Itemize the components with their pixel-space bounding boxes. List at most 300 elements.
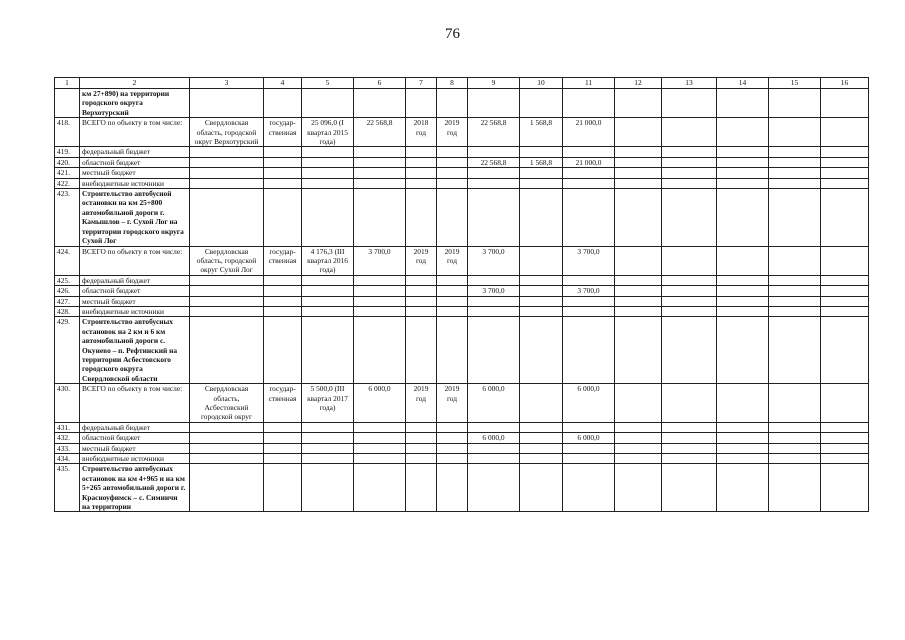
header-cell-col-7: 7 (406, 78, 437, 89)
cell-c6 (354, 286, 406, 296)
cell-row-number: 432. (55, 433, 80, 443)
cell-ownership (264, 317, 302, 384)
cell-c7 (406, 286, 437, 296)
table-row (55, 147, 869, 157)
cell-col-13 (662, 118, 717, 147)
cell-c7 (406, 464, 437, 512)
cell-col-16 (821, 157, 869, 167)
cell-c7 (406, 306, 437, 316)
cell-c7: 2018 год (406, 118, 437, 147)
cell-col-15 (769, 118, 821, 147)
cell-ownership (264, 157, 302, 167)
cell-cost (302, 443, 354, 453)
table-row (55, 286, 869, 296)
cell-c11 (563, 317, 615, 384)
cell-c9: 6 000,0 (468, 384, 520, 423)
cell-c10 (520, 189, 563, 246)
cell-col-12 (615, 286, 662, 296)
cell-col-14 (717, 275, 769, 285)
cell-c10 (520, 246, 563, 275)
cell-c7 (406, 275, 437, 285)
cell-col-12 (615, 178, 662, 188)
table-row (55, 157, 869, 167)
cell-c11: 21 000,0 (563, 157, 615, 167)
cell-c10 (520, 296, 563, 306)
cell-cost: 5 500,0 (III квартал 2017 года) (302, 384, 354, 423)
cell-description: внебюджетные источники (80, 306, 190, 316)
cell-c9: 3 700,0 (468, 246, 520, 275)
cell-c11 (563, 178, 615, 188)
cell-col-16 (821, 286, 869, 296)
cell-col-12 (615, 168, 662, 178)
cell-col-16 (821, 433, 869, 443)
cell-c6 (354, 422, 406, 432)
cell-c7 (406, 443, 437, 453)
cell-description: ВСЕГО по объекту в том числе: (80, 118, 190, 147)
cell-c11 (563, 464, 615, 512)
cell-description: областной бюджет (80, 433, 190, 443)
cell-ownership (264, 422, 302, 432)
table-row (55, 275, 869, 285)
cell-region (190, 157, 264, 167)
cell-col-14 (717, 178, 769, 188)
header-cell-col-8: 8 (437, 78, 468, 89)
cell-c7 (406, 89, 437, 118)
cell-c8 (437, 296, 468, 306)
cell-region (190, 443, 264, 453)
cell-c8 (437, 317, 468, 384)
cell-cost (302, 189, 354, 246)
cell-cost (302, 422, 354, 432)
cell-col-14 (717, 246, 769, 275)
cell-ownership: государ- ственная (264, 384, 302, 423)
cell-c6 (354, 275, 406, 285)
table-row (55, 443, 869, 453)
cell-c7 (406, 147, 437, 157)
cell-c10 (520, 317, 563, 384)
cell-ownership (264, 454, 302, 464)
cell-row-number: 423. (55, 189, 80, 246)
cell-c9 (468, 168, 520, 178)
cell-c8 (437, 306, 468, 316)
cell-col-14 (717, 433, 769, 443)
cell-c10 (520, 422, 563, 432)
cell-c9: 3 700,0 (468, 286, 520, 296)
cell-c8 (437, 189, 468, 246)
cell-ownership (264, 296, 302, 306)
cell-c9 (468, 296, 520, 306)
cell-col-13 (662, 246, 717, 275)
cell-c8 (437, 454, 468, 464)
cell-col-15 (769, 286, 821, 296)
cell-cost (302, 147, 354, 157)
cell-c9 (468, 189, 520, 246)
cell-c9 (468, 464, 520, 512)
cell-cost (302, 168, 354, 178)
cell-col-12 (615, 464, 662, 512)
cell-ownership (264, 306, 302, 316)
cell-col-14 (717, 306, 769, 316)
cell-region (190, 422, 264, 432)
cell-c8 (437, 286, 468, 296)
cell-col-14 (717, 168, 769, 178)
cell-description: областной бюджет (80, 157, 190, 167)
cell-col-12 (615, 157, 662, 167)
cell-cost (302, 454, 354, 464)
cell-c11 (563, 275, 615, 285)
cell-region (190, 317, 264, 384)
cell-row-number: 434. (55, 454, 80, 464)
cell-c10: 1 568,8 (520, 157, 563, 167)
cell-c6: 3 700,0 (354, 246, 406, 275)
cell-col-13 (662, 306, 717, 316)
cell-c6 (354, 89, 406, 118)
cell-col-16 (821, 168, 869, 178)
cell-c9 (468, 317, 520, 384)
cell-region (190, 168, 264, 178)
cell-ownership (264, 464, 302, 512)
cell-c11: 6 000,0 (563, 384, 615, 423)
cell-col-13 (662, 157, 717, 167)
cell-description: Строительство автобусных остановок на км 4+965 и на км 5+265 автомобильной дороги г. Красноуфимск – с. Симинчи на территории (80, 464, 190, 512)
cell-c8 (437, 89, 468, 118)
cell-col-14 (717, 443, 769, 453)
cell-cost (302, 157, 354, 167)
cell-c6 (354, 443, 406, 453)
cell-col-16 (821, 296, 869, 306)
cell-col-12 (615, 443, 662, 453)
cell-col-13 (662, 317, 717, 384)
cell-c6 (354, 168, 406, 178)
cell-cost (302, 89, 354, 118)
header-cell-col-12: 12 (615, 78, 662, 89)
cell-description: км 27+890) на территории городского округа Верхотурский (80, 89, 190, 118)
table-row (55, 178, 869, 188)
cell-c10 (520, 89, 563, 118)
cell-c11: 6 000,0 (563, 433, 615, 443)
cell-row-number: 427. (55, 296, 80, 306)
cell-c10 (520, 384, 563, 423)
cell-row-number: 419. (55, 147, 80, 157)
cell-c6: 6 000,0 (354, 384, 406, 423)
table-row (55, 422, 869, 432)
cell-region: Свердловская область, Асбестовский городской округ (190, 384, 264, 423)
cell-description: Строительство автобусной остановки на км 25+800 автомобильной дороги г. Камышлов – г. Сухой Лог на территории городского округа Сухой Лог (80, 189, 190, 246)
cell-c8 (437, 157, 468, 167)
cell-c10 (520, 433, 563, 443)
cell-col-15 (769, 147, 821, 157)
table-row (55, 89, 869, 118)
cell-description: ВСЕГО по объекту в том числе: (80, 384, 190, 423)
cell-col-13 (662, 422, 717, 432)
header-cell-col-4: 4 (264, 78, 302, 89)
cell-region (190, 306, 264, 316)
cell-col-12 (615, 296, 662, 306)
cell-ownership (264, 286, 302, 296)
cell-cost (302, 464, 354, 512)
table-row (55, 189, 869, 246)
cell-col-13 (662, 168, 717, 178)
cell-c6 (354, 454, 406, 464)
cell-col-14 (717, 157, 769, 167)
cell-c6 (354, 147, 406, 157)
cell-c9 (468, 454, 520, 464)
cell-c7 (406, 168, 437, 178)
cell-c7 (406, 296, 437, 306)
header-cell-col-3: 3 (190, 78, 264, 89)
cell-region (190, 189, 264, 246)
cell-cost (302, 317, 354, 384)
cell-region (190, 89, 264, 118)
table-row (55, 246, 869, 275)
cell-col-12 (615, 306, 662, 316)
cell-description: местный бюджет (80, 296, 190, 306)
cell-cost: 4 176,3 (III квартал 2016 года) (302, 246, 354, 275)
cell-ownership (264, 168, 302, 178)
cell-row-number: 426. (55, 286, 80, 296)
cell-col-15 (769, 157, 821, 167)
cell-ownership (264, 89, 302, 118)
header-cell-col-15: 15 (769, 78, 821, 89)
cell-col-15 (769, 454, 821, 464)
cell-region (190, 286, 264, 296)
cell-col-13 (662, 433, 717, 443)
cell-c11 (563, 454, 615, 464)
cell-ownership (264, 433, 302, 443)
cell-row-number: 425. (55, 275, 80, 285)
cell-c7 (406, 454, 437, 464)
cell-c8 (437, 422, 468, 432)
header-cell-col-9: 9 (468, 78, 520, 89)
cell-cost (302, 306, 354, 316)
cell-description: ВСЕГО по объекту в том числе: (80, 246, 190, 275)
header-cell-col-2: 2 (80, 78, 190, 89)
cell-col-16 (821, 189, 869, 246)
header-cell-col-14: 14 (717, 78, 769, 89)
cell-col-14 (717, 464, 769, 512)
cell-c7 (406, 189, 437, 246)
cell-region (190, 464, 264, 512)
investment-table-sheet (54, 77, 868, 512)
cell-row-number: 429. (55, 317, 80, 384)
cell-c6 (354, 178, 406, 188)
table-row (55, 317, 869, 384)
cell-c11: 21 000,0 (563, 118, 615, 147)
cell-c9: 6 000,0 (468, 433, 520, 443)
cell-col-13 (662, 443, 717, 453)
cell-col-16 (821, 306, 869, 316)
cell-c6 (354, 317, 406, 384)
cell-c8 (437, 147, 468, 157)
cell-row-number: 420. (55, 157, 80, 167)
cell-c9 (468, 178, 520, 188)
cell-c11 (563, 422, 615, 432)
cell-c11 (563, 296, 615, 306)
cell-c8: 2019 год (437, 118, 468, 147)
cell-region (190, 296, 264, 306)
cell-c11 (563, 147, 615, 157)
page-number: 76 (445, 26, 460, 42)
cell-c6 (354, 464, 406, 512)
cell-col-15 (769, 422, 821, 432)
cell-c7 (406, 433, 437, 443)
cell-c10 (520, 147, 563, 157)
header-cell-col-11: 11 (563, 78, 615, 89)
header-cell-col-5: 5 (302, 78, 354, 89)
cell-col-15 (769, 89, 821, 118)
cell-c8: 2019 год (437, 246, 468, 275)
cell-col-14 (717, 118, 769, 147)
table-row (55, 306, 869, 316)
cell-row-number: 424. (55, 246, 80, 275)
cell-col-16 (821, 422, 869, 432)
cell-ownership: государ- ственная (264, 246, 302, 275)
cell-col-15 (769, 306, 821, 316)
header-cell-col-16: 16 (821, 78, 869, 89)
cell-col-15 (769, 433, 821, 443)
cell-c11 (563, 168, 615, 178)
cell-col-12 (615, 89, 662, 118)
cell-c7: 2019 год (406, 246, 437, 275)
cell-row-number: 428. (55, 306, 80, 316)
cell-region: Свердловская область, городской округ Сухой Лог (190, 246, 264, 275)
cell-c10 (520, 286, 563, 296)
cell-col-13 (662, 296, 717, 306)
table-row (55, 296, 869, 306)
cell-col-14 (717, 384, 769, 423)
cell-col-12 (615, 189, 662, 246)
cell-c11: 3 700,0 (563, 286, 615, 296)
table-body (55, 89, 869, 512)
cell-col-14 (717, 454, 769, 464)
cell-c11 (563, 189, 615, 246)
cell-col-12 (615, 422, 662, 432)
cell-col-15 (769, 275, 821, 285)
table-row (55, 118, 869, 147)
cell-c7 (406, 178, 437, 188)
cell-ownership (264, 275, 302, 285)
cell-cost (302, 286, 354, 296)
cell-col-12 (615, 246, 662, 275)
cell-ownership (264, 189, 302, 246)
cell-description: федеральный бюджет (80, 422, 190, 432)
cell-c10: 1 568,8 (520, 118, 563, 147)
table-row (55, 433, 869, 443)
cell-c9 (468, 147, 520, 157)
cell-description: федеральный бюджет (80, 275, 190, 285)
cell-c9 (468, 89, 520, 118)
cell-ownership: государ- ственная (264, 118, 302, 147)
cell-col-16 (821, 246, 869, 275)
cell-col-13 (662, 178, 717, 188)
header-cell-col-13: 13 (662, 78, 717, 89)
header-cell-col-1: 1 (55, 78, 80, 89)
cell-col-14 (717, 189, 769, 246)
cell-c10 (520, 443, 563, 453)
table-row (55, 454, 869, 464)
cell-c9 (468, 275, 520, 285)
cell-cost (302, 275, 354, 285)
cell-c11 (563, 89, 615, 118)
cell-col-16 (821, 178, 869, 188)
header-cell-col-6: 6 (354, 78, 406, 89)
cell-c9: 22 568,8 (468, 157, 520, 167)
cell-col-15 (769, 317, 821, 384)
cell-col-16 (821, 443, 869, 453)
cell-col-16 (821, 454, 869, 464)
cell-region (190, 147, 264, 157)
cell-col-13 (662, 454, 717, 464)
cell-col-16 (821, 275, 869, 285)
cell-description: местный бюджет (80, 168, 190, 178)
cell-col-12 (615, 454, 662, 464)
cell-c10 (520, 178, 563, 188)
cell-c7 (406, 422, 437, 432)
cell-col-13 (662, 147, 717, 157)
cell-c11 (563, 443, 615, 453)
cell-c6 (354, 306, 406, 316)
cell-row-number: 418. (55, 118, 80, 147)
cell-col-16 (821, 89, 869, 118)
cell-region (190, 454, 264, 464)
cell-region (190, 178, 264, 188)
cell-c6 (354, 157, 406, 167)
cell-cost (302, 178, 354, 188)
cell-c6: 22 568,8 (354, 118, 406, 147)
cell-col-15 (769, 296, 821, 306)
cell-description: внебюджетные источники (80, 454, 190, 464)
investment-table (54, 77, 869, 512)
cell-row-number: 421. (55, 168, 80, 178)
table-row (55, 168, 869, 178)
cell-col-13 (662, 384, 717, 423)
cell-col-15 (769, 443, 821, 453)
cell-col-14 (717, 422, 769, 432)
cell-region (190, 433, 264, 443)
cell-col-12 (615, 275, 662, 285)
table-header-row (55, 78, 869, 89)
cell-col-14 (717, 296, 769, 306)
cell-c7: 2019 год (406, 384, 437, 423)
header-cell-col-10: 10 (520, 78, 563, 89)
cell-row-number: 422. (55, 178, 80, 188)
cell-c7 (406, 317, 437, 384)
cell-col-15 (769, 464, 821, 512)
cell-col-13 (662, 189, 717, 246)
cell-col-16 (821, 464, 869, 512)
cell-c11 (563, 306, 615, 316)
cell-col-15 (769, 246, 821, 275)
cell-col-12 (615, 433, 662, 443)
cell-c8 (437, 464, 468, 512)
cell-col-12 (615, 384, 662, 423)
cell-c9: 22 568,8 (468, 118, 520, 147)
cell-c11: 3 700,0 (563, 246, 615, 275)
cell-c8 (437, 168, 468, 178)
cell-c9 (468, 422, 520, 432)
cell-col-16 (821, 384, 869, 423)
cell-ownership (264, 178, 302, 188)
cell-c10 (520, 275, 563, 285)
cell-col-14 (717, 286, 769, 296)
cell-cost (302, 296, 354, 306)
cell-region (190, 275, 264, 285)
table-row (55, 464, 869, 512)
cell-row-number: 431. (55, 422, 80, 432)
cell-col-15 (769, 168, 821, 178)
cell-col-13 (662, 286, 717, 296)
table-row (55, 384, 869, 423)
